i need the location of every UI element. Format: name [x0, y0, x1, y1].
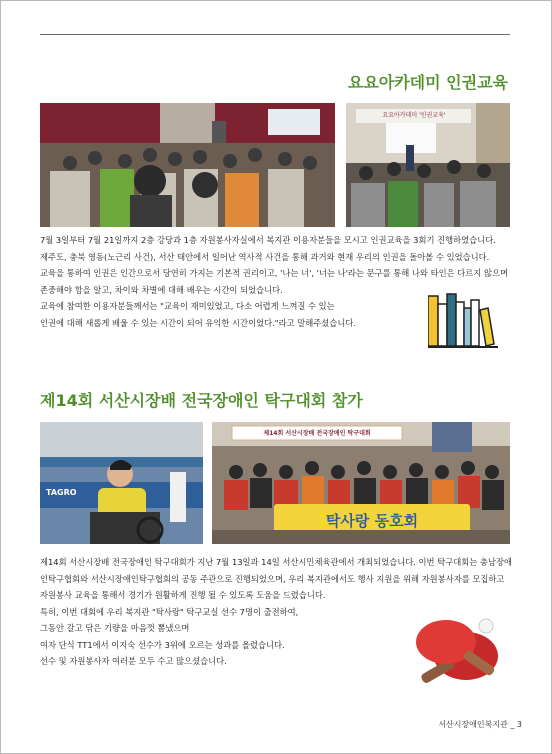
paragraph-line: 제주도, 충북 영동(노근리 사건), 서산 태안에서 일어난 역사적 사건을 통해 과거와 현재 우리의 인권을 돌아볼 수 있었습니다. [40, 251, 490, 262]
club-banner-text: 탁사랑 동호회 [325, 512, 419, 530]
paragraph-line: 특히, 이번 대회에 우리 복지관 "탁사랑" 탁구교실 선수 7명이 출전하여, [40, 606, 299, 617]
paragraph-line: 여자 단식 TT1에서 이지숙 선수가 3위에 오르는 성과를 올렸습니다. [40, 639, 285, 650]
section-title-table-tennis: 제14회 서산시장배 전국장애인 탁구대회 참가 [40, 391, 363, 410]
photo-banner-text: 요요아카데미 '인권교육' [382, 112, 446, 119]
paragraph-line: 교육에 참여한 이용자분들께서는 "교육이 재미있었고, 다소 어렵게 느껴질 수 있는 [40, 301, 335, 311]
footer-separator: _ [507, 720, 517, 729]
paragraph-line: 교육을 통하여 인권은 인간으로서 당연히 가지는 기본적 권리이고, '나는 너', '너는 나'라는 문구를 통해 나와 타인은 다르지 않으며 [40, 268, 508, 278]
page-footer [438, 719, 522, 730]
top-rule [40, 34, 510, 35]
venue-banner-text: 제14회 서산시장배 전국장애인 탁구대회 [263, 430, 371, 437]
paragraph-line: 존중해야 함을 알고, 차이와 차별에 대해 배우는 시간이 되었습니다. [40, 284, 283, 295]
page-number: 3 [516, 720, 522, 729]
footer-org-name: 서산시장애인복지관 [438, 720, 508, 729]
paragraph-line: 인권에 대해 새롭게 배울 수 있는 시간이 되어 유익한 시간이었다."라고 말해주셨습니다. [40, 317, 356, 328]
paragraph-line: 그동안 갈고 닦은 기량을 마음껏 뽐냈으며 [40, 623, 190, 633]
paragraph-line: 제14회 서산시장배 전국장애인 탁구대회가 지난 7월 13일과 14일 서산시민체육관에서 개최되었습니다. 이번 탁구대회는 충남장애 [40, 557, 512, 567]
photo-lecture-hall [40, 103, 335, 227]
paragraph-line: 인탁구협회와 서산시장애인탁구협회의 공동 주관으로 진행되었으며, 우리 복지관에서도 행사 지원을 위해 자원봉사자를 모집하고 [40, 573, 505, 584]
section-title-human-rights: 요요아카데미 인권교육 [347, 73, 508, 92]
paragraph-line: 선수 및 자원봉사자 여러분 모두 수고 많으셨습니다. [40, 656, 227, 666]
paragraph-line: 자원봉사 교육을 통해서 경기가 원활하게 진행 될 수 있도록 도움을 드렸습니다. [40, 590, 326, 600]
photo-table-tennis-player [40, 422, 203, 544]
books-illustration [428, 290, 498, 350]
paragraph-line: 7월 3일부터 7월 21일까지 2층 강당과 1층 자원봉사자실에서 복지관 이용자분들을 모시고 인권교육을 3회기 진행하였습니다. [40, 235, 496, 245]
photo-lecture-room [346, 103, 510, 227]
photo-group-club [212, 422, 510, 544]
table-brand-text: TAGRO [46, 488, 77, 497]
ping-pong-paddles-illustration [400, 608, 508, 694]
